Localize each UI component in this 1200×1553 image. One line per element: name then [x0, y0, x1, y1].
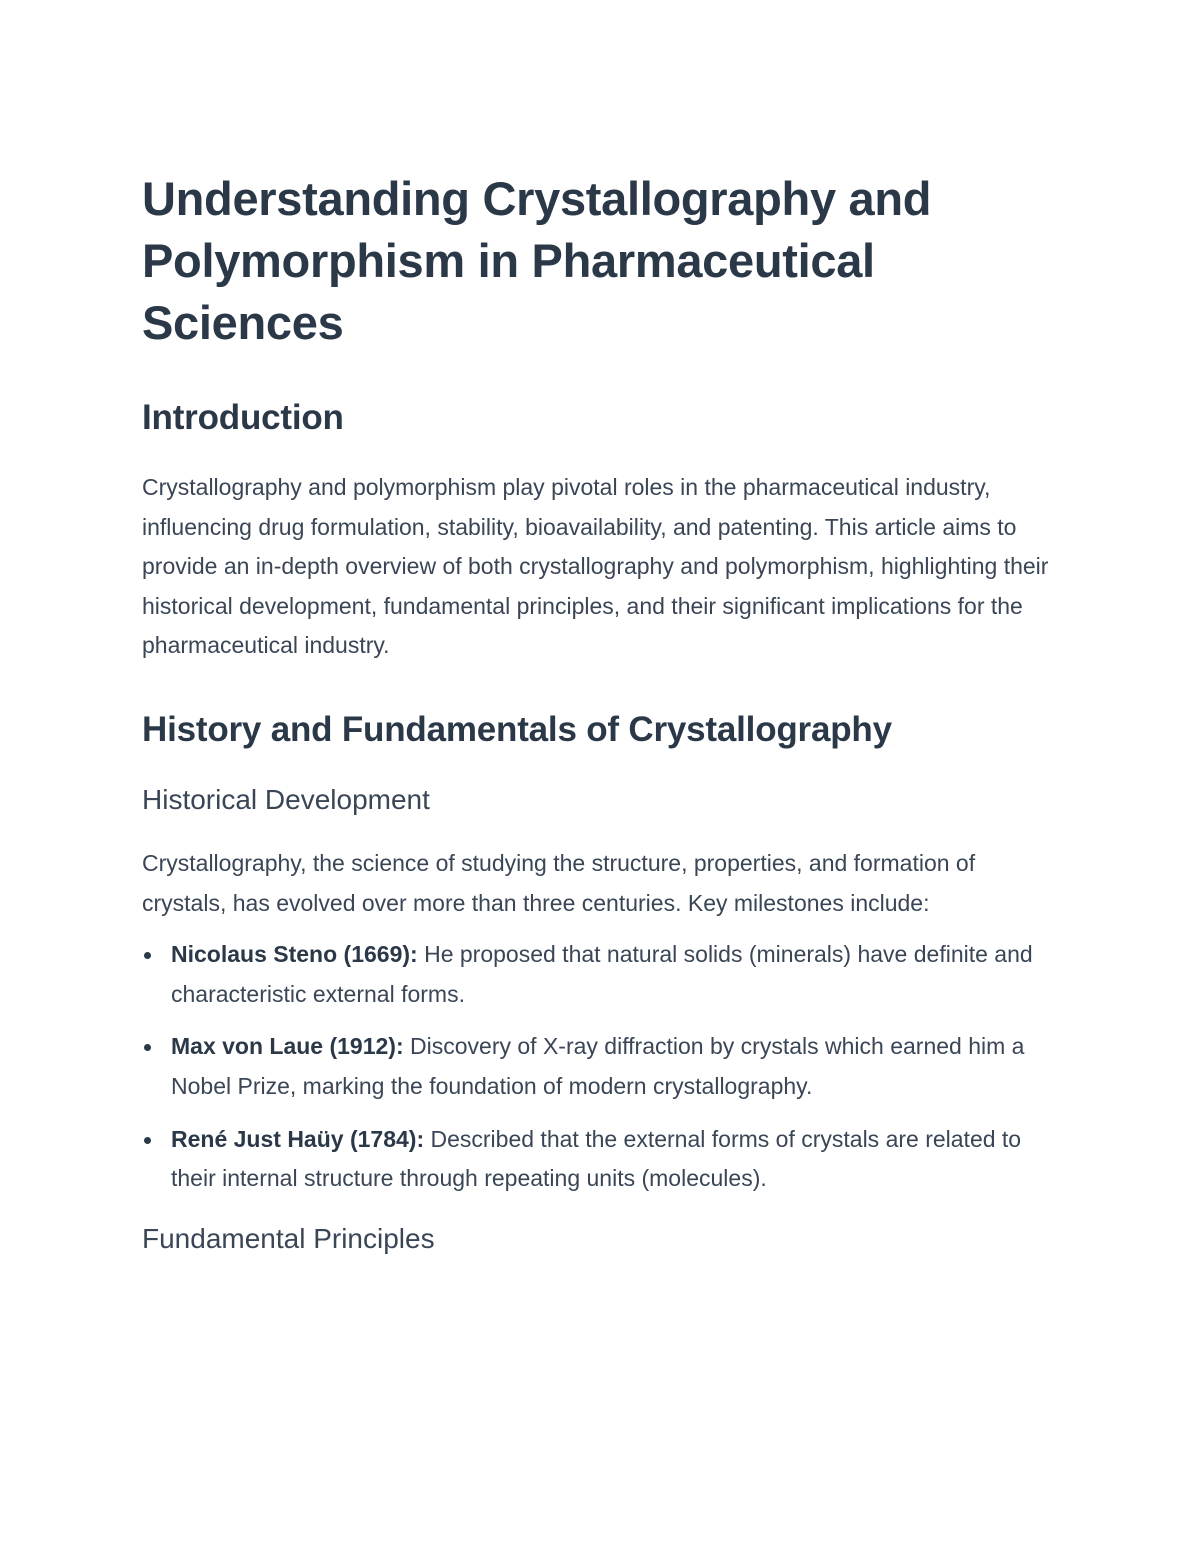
section-heading-introduction: Introduction: [142, 398, 344, 437]
bullet-icon: [144, 1137, 151, 1144]
milestone-text: Described that the external forms of crystals are related to their internal structure through repeating units (molecules).: [171, 1125, 1022, 1192]
milestone-text: He proposed that natural solids (minerals) have definite and characteristic external forms.: [171, 941, 1033, 1007]
milestone-name: René Just Haüy (1784): [171, 1125, 417, 1152]
milestone-text: Discovery of X-ray diffraction by crystals which earned him a Nobel Prize, marking the foundation of modern crystallography.: [171, 1033, 1025, 1099]
document-page: [142, 168, 1062, 1257]
milestone-name: Nicolaus Steno (1669): [171, 941, 411, 968]
list-item: [142, 1027, 1062, 1106]
introduction-paragraph: Crystallography and polymorphism play pivotal roles in the pharmaceutical industry, influencing drug formulation, stability, bioavailability, and patenting. This article aims to provide an in-depth overview of both crystallography and polymorphism, highlighting their historical development, fundamental principles, and their significant implications for the pharmaceutical industry.: [142, 474, 1049, 659]
subheading-fundamental-principles: Fundamental Principles: [142, 1222, 435, 1254]
section-heading-history: History and Fundamentals of Crystallography: [142, 709, 892, 749]
bullet-icon: [144, 1044, 151, 1051]
milestone-name: Max von Laue (1912): [171, 1033, 396, 1060]
list-item: [142, 1120, 1062, 1199]
bullet-icon: [144, 952, 151, 959]
document-title: Understanding Crystallography and Polymorphism in Pharmaceutical Sciences: [142, 172, 932, 349]
milestone-colon: :: [410, 941, 418, 968]
milestone-colon: :: [395, 1033, 404, 1060]
milestone-colon: :: [416, 1125, 425, 1152]
milestones-list: [142, 935, 1062, 1199]
historical-paragraph: Crystallography, the science of studying the structure, properties, and formation of crystals, has evolved over more than three centuries. Key milestones include:: [142, 849, 976, 916]
subheading-historical-development: Historical Development: [142, 783, 430, 815]
list-item: [142, 935, 1062, 1014]
